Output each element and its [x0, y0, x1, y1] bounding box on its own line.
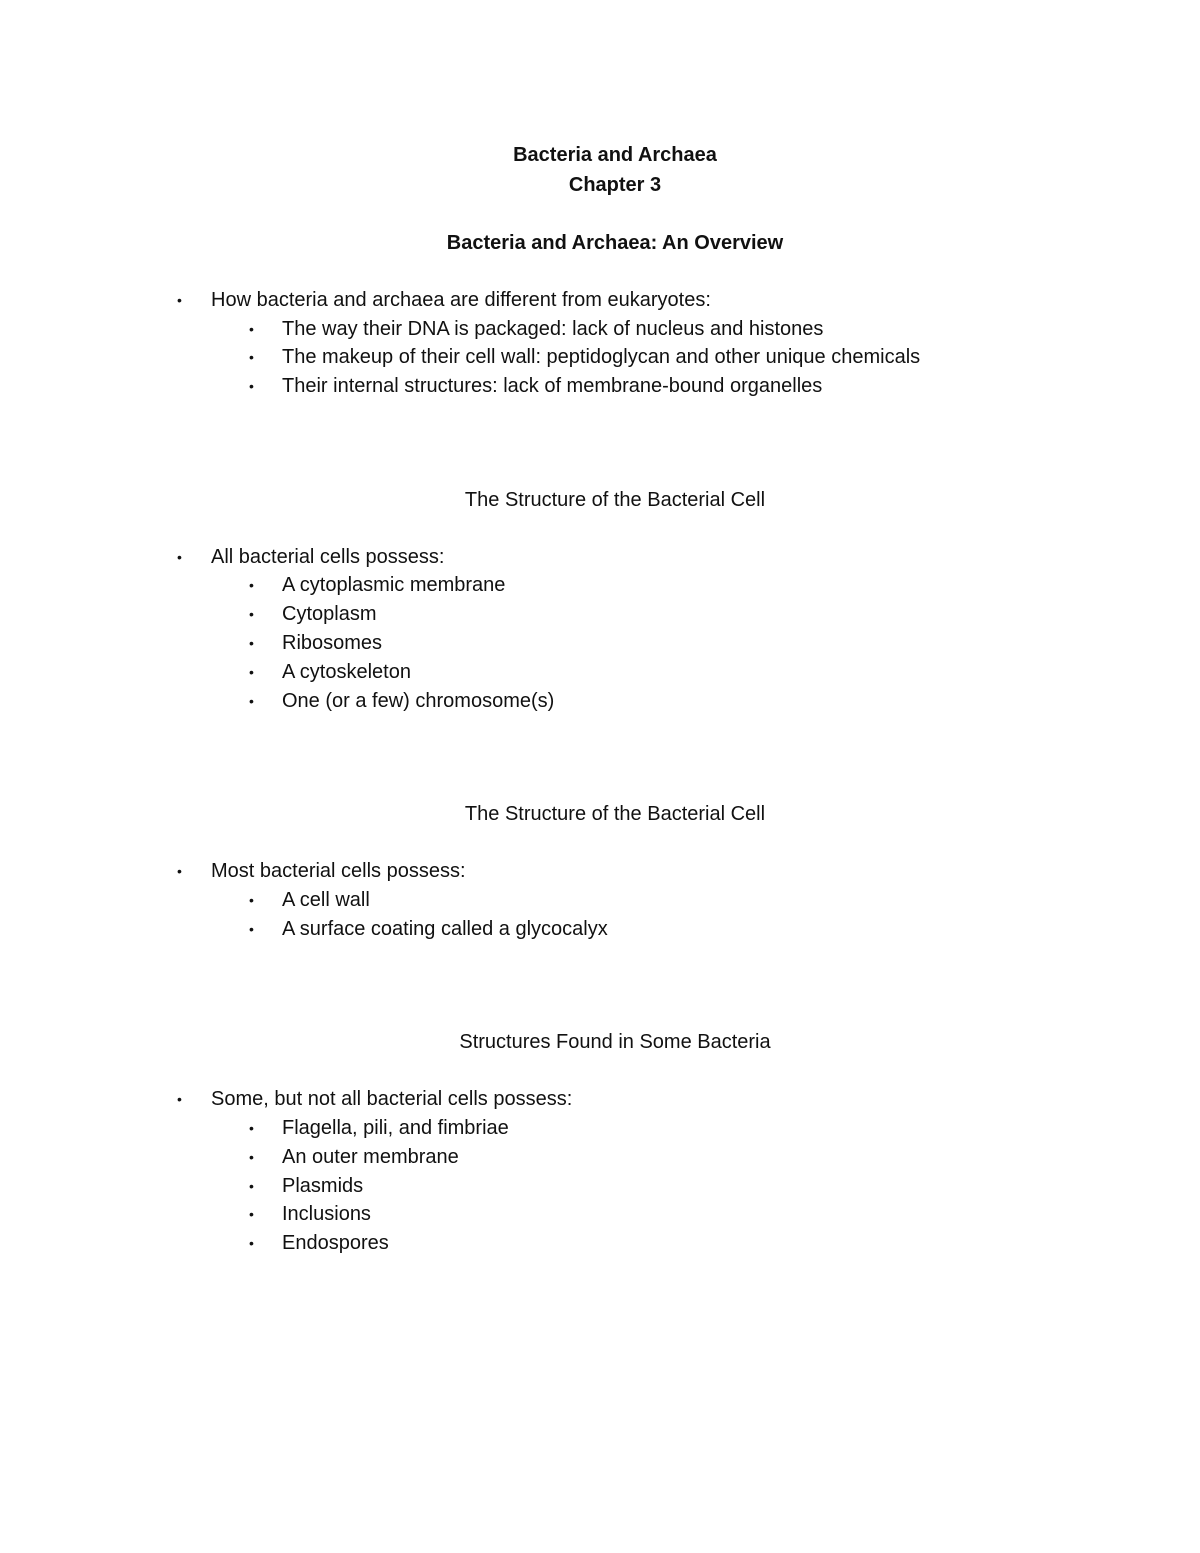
- list-item: [175, 286, 1055, 315]
- list-item: [175, 571, 1055, 600]
- list-item: [175, 1200, 1055, 1229]
- list-item: [175, 1172, 1055, 1201]
- bullet-icon: •: [249, 320, 254, 337]
- chapter-label: Chapter 3: [568, 174, 662, 196]
- list-item: [175, 687, 1055, 716]
- list-item-text: The makeup of their cell wall: peptidoglycan and other unique chemicals: [282, 346, 921, 369]
- bullet-icon: •: [177, 863, 182, 880]
- bullet-icon: •: [249, 1119, 254, 1136]
- bullet-icon: •: [249, 891, 254, 908]
- list-item-text: Cytoplasm: [282, 603, 377, 626]
- list-item-text: All bacterial cells possess:: [211, 545, 445, 568]
- bullet-icon: •: [177, 292, 182, 308]
- section-heading: Bacteria and Archaea: An Overview: [446, 232, 784, 254]
- section-heading: The Structure of the Bacterial Cell: [464, 488, 766, 511]
- list-item: [175, 315, 1055, 344]
- list-item: [175, 915, 1055, 944]
- list-item-text: A cell wall: [282, 888, 370, 911]
- list-item-text: Endospores: [282, 1232, 389, 1255]
- document-title: Bacteria and Archaea: [513, 144, 717, 166]
- bullet-icon: •: [177, 1091, 182, 1108]
- bullet-icon: •: [249, 920, 254, 937]
- bullet-icon: •: [249, 1148, 254, 1165]
- section-some-bacteria: [175, 1027, 1055, 1257]
- bullet-icon: •: [249, 577, 254, 594]
- list-item: [175, 600, 1055, 629]
- list-item-text: A surface coating called a glycocalyx: [282, 917, 608, 940]
- bullet-icon: •: [249, 1235, 254, 1252]
- list-item: [175, 658, 1055, 687]
- list-item-text: An outer membrane: [282, 1145, 459, 1168]
- list-item: [175, 372, 1055, 401]
- bullet-icon: •: [249, 1206, 254, 1223]
- list-item: [175, 543, 1055, 572]
- bullet-icon: •: [249, 349, 254, 366]
- list-item-text: One (or a few) chromosome(s): [282, 689, 555, 712]
- section-bacterial-cell-all: [175, 485, 1055, 715]
- list-item-text: How bacteria and archaea are different from eukaryotes:: [211, 289, 711, 311]
- list-item-text: Plasmids: [282, 1174, 364, 1197]
- list-item-text: Their internal structures: lack of membrane-bound organelles: [282, 375, 823, 398]
- section-overview: [175, 228, 1055, 401]
- list-item-text: A cytoskeleton: [282, 660, 411, 683]
- section-heading: The Structure of the Bacterial Cell: [464, 803, 766, 826]
- title-block: [175, 140, 1055, 200]
- document-body: [175, 140, 1055, 1258]
- section-bacterial-cell-most: [175, 799, 1055, 943]
- list-item: [175, 1085, 1055, 1114]
- list-item-text: Ribosomes: [282, 631, 383, 654]
- list-item-text: Some, but not all bacterial cells possess:: [211, 1088, 573, 1111]
- bullet-icon: •: [249, 1177, 254, 1194]
- bullet-icon: •: [249, 663, 254, 680]
- list-item: [175, 1229, 1055, 1258]
- bullet-icon: •: [249, 634, 254, 651]
- bullet-icon: •: [177, 548, 182, 565]
- bullet-icon: •: [249, 692, 254, 709]
- list-item: [175, 1114, 1055, 1143]
- list-item: [175, 629, 1055, 658]
- list-item: [175, 857, 1055, 886]
- section-heading: Structures Found in Some Bacteria: [459, 1031, 771, 1054]
- list-item: [175, 886, 1055, 915]
- list-item: [175, 343, 1055, 372]
- bullet-icon: •: [249, 378, 254, 395]
- list-item-text: Inclusions: [282, 1203, 371, 1226]
- list-item-text: Most bacterial cells possess:: [211, 860, 466, 883]
- list-item-text: Flagella, pili, and fimbriae: [282, 1116, 509, 1139]
- list-item-text: The way their DNA is packaged: lack of nucleus and histones: [282, 317, 824, 340]
- list-item: [175, 1143, 1055, 1172]
- bullet-icon: •: [249, 606, 254, 623]
- list-item-text: A cytoplasmic membrane: [282, 574, 506, 597]
